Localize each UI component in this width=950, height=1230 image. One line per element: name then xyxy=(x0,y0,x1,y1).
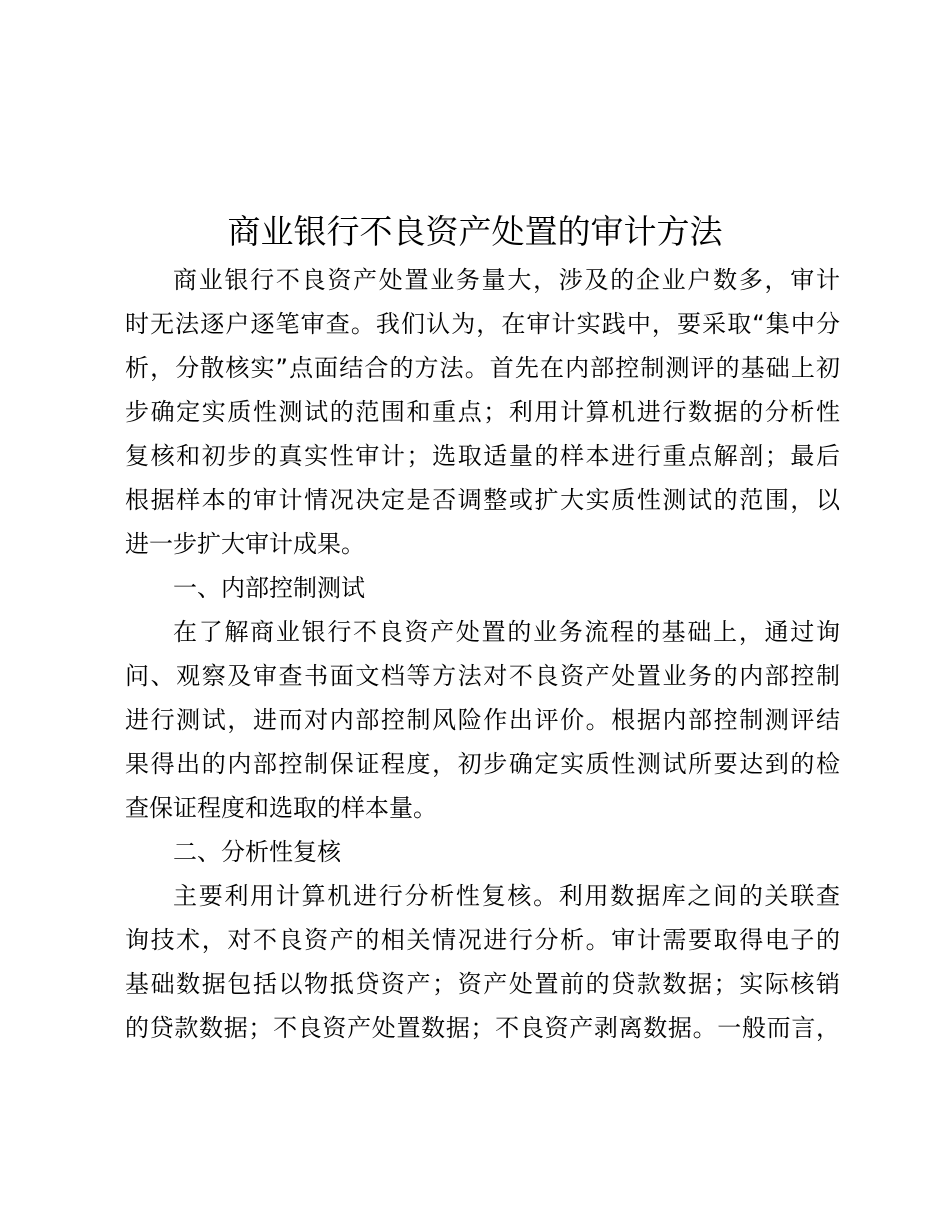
text-line: 进行测试，进而对内部控制风险作出评价。根据内部控制测评结 xyxy=(125,706,840,734)
text-line: 商业银行不良资产处置业务量大，涉及的企业户数多，审计 xyxy=(173,266,840,294)
text-line: 基础数据包括以物抵贷资产；资产处置前的贷款数据；实际核销 xyxy=(125,970,840,998)
document-title: 商业银行不良资产处置的审计方法 xyxy=(227,212,723,251)
text-line: 复核和初步的真实性审计；选取适量的样本进行重点解剖；最后 xyxy=(125,442,840,470)
text-line: 果得出的内部控制保证程度，初步确定实质性测试所要达到的检 xyxy=(125,750,840,778)
text-line: 步确定实质性测试的范围和重点；利用计算机进行数据的分析性 xyxy=(125,398,840,426)
text-line: 在了解商业银行不良资产处置的业务流程的基础上，通过询 xyxy=(173,618,840,646)
document-body xyxy=(125,258,840,1050)
text-line: 根据样本的审计情况决定是否调整或扩大实质性测试的范围，以 xyxy=(125,486,840,514)
text-line: 询技术，对不良资产的相关情况进行分析。审计需要取得电子的 xyxy=(125,926,840,954)
text-line: 的贷款数据；不良资产处置数据；不良资产剥离数据。一般而言， xyxy=(125,1014,840,1042)
text-line: 时无法逐户逐笔审查。我们认为，在审计实践中，要采取“集中分 xyxy=(125,310,840,338)
text-line: 二、分析性复核 xyxy=(173,838,341,866)
text-line: 析，分散核实”点面结合的方法。首先在内部控制测评的基础上初 xyxy=(125,354,840,382)
text-line: 进一步扩大审计成果。 xyxy=(125,530,365,558)
text-line: 查保证程度和选取的样本量。 xyxy=(125,794,437,822)
text-line: 主要利用计算机进行分析性复核。利用数据库之间的关联查 xyxy=(173,882,840,910)
text-line: 问、观察及审查书面文档等方法对不良资产处置业务的内部控制 xyxy=(125,662,840,690)
text-line: 一、内部控制测试 xyxy=(173,574,365,602)
